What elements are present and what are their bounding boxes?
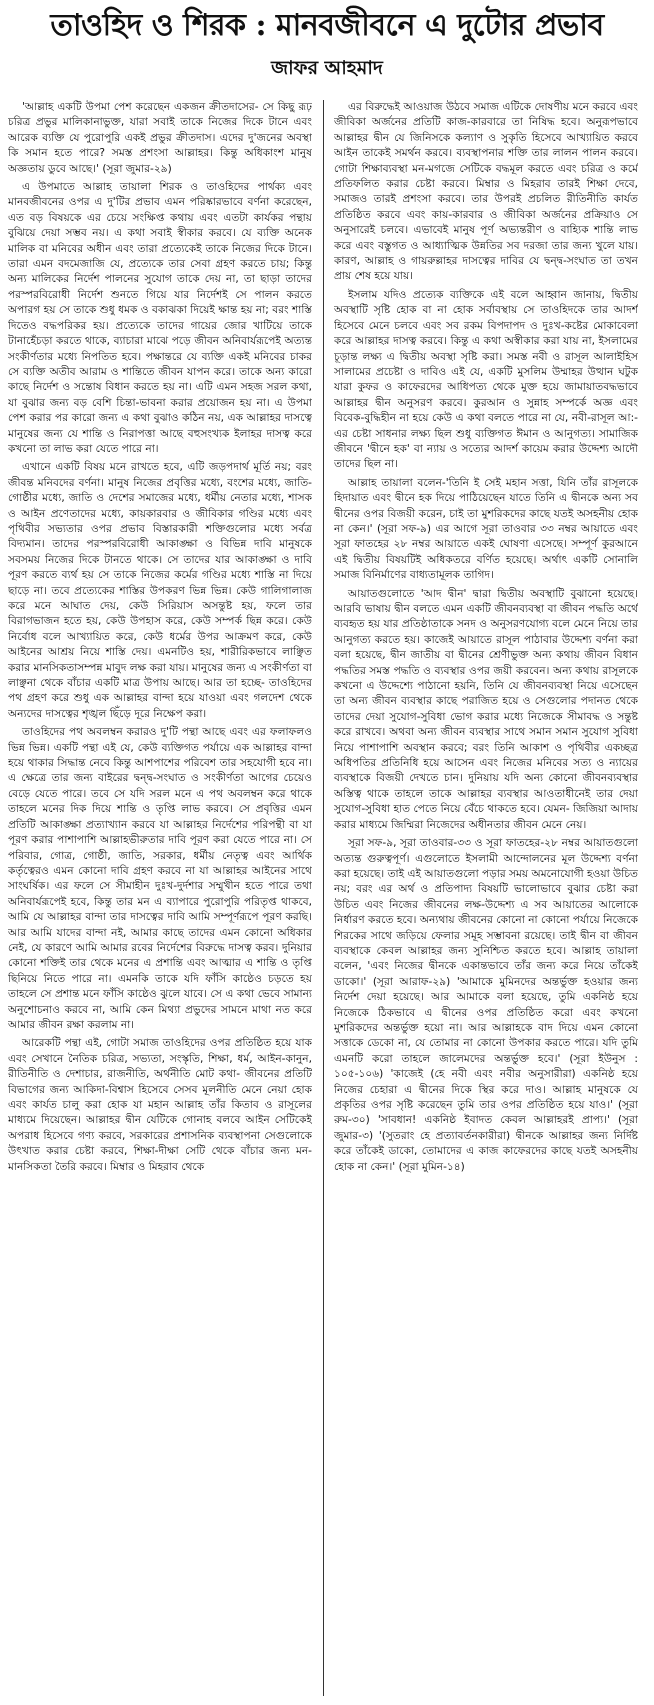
article-author: জাফর আহমাদ [271,57,383,79]
paragraph: সূরা সফ-৯, সূরা তাওবার-৩৩ ও সূরা ফাতহের-২৮ নম্বর আয়াতগুলো অত্যন্ত গুরুত্বপূর্ণ। এগুলোতে ইসলামী আন্দোলনের মূল উদ্দেশ্য বর্ণনা করা হয়েছে। তাই এই আয়াতগুলো পড়ার সময় অমনোযোগী হওয়া উচিত নয়; বরং এর অর্থ ও প্রতিপাদ্য বিষয়টি ভালোভাবে বুঝার চেষ্টা করা উচিত এবং নিজের জীবনের লক্ষ-উদ্দেশ্য এ সব আয়াতের আলোকে নির্ধারণ করতে হবে। অন্যথায় জীবনের কোনো না কোনো পর্যায়ে নিজেকে শিরকের সাথে জড়িয়ে ফেলার সমূহ সম্ভাবনা রয়েছে। তাই দ্বীন বা জীবন ব্যবস্থাকে কেবল আল্লাহর জন্য সুনিশ্চিত করতে হবে। আল্লাহ তায়ালা বলেন, 'এবং নিজের দ্বীনকে একান্তভাবে তাঁর জন্য করে নিয়ে তাঁকেই ডাকো।' (সূরা আরাফ-২৯) 'আমাকে মুমিনদের অন্তর্ভুক্ত হওয়ার জন্য নির্দেশ দেয়া হয়েছে। আর আমাকে বলা হয়েছে, তুমি একনিষ্ঠ হয়ে নিজেকে ঠিকভাবে এ দ্বীনের ওপর প্রতিষ্ঠিত করো এবং কখনো মুশরিকদের অন্তর্ভুক্ত হয়ো না। আর আল্লাহকে বাদ দিয়ে এমন কোনো সত্তাকে ডেকো না, যে তোমার না কোনো উপকার করতে পারে। যদি তুমি এমনটি করো তাহলে জালেমদের অন্তর্ভুক্ত হবে।' (সূরা ইউনুস : ১০৫-১০৬) 'কাজেই (হে নবী এবং নবীর অনুসারীরা) একনিষ্ঠ হয়ে নিজের চেহারা এ দ্বীনের দিকে স্থির করে দাও। আল্লাহ মানুষকে যে প্রকৃতির ওপর সৃষ্টি করেছেন তুমি তার ওপর প্রতিষ্ঠিত হয়ে যাও।' (সূরা রুম-৩০) 'সাবধান! একনিষ্ঠ ইবাদত কেবল আল্লাহরই প্রাপ্য।' (সূরা জুমার-৩) '(সুতরাং হে প্রত্যাবর্তনকারীরা) দ্বীনকে আল্লাহর জন্য নির্দিষ্ট করে তাঁকেই ডাকো, তোমাদের এ কাজ কাফেরদের কাছে যতই অসহনীয় হোক না কেন।' (সূরা মুমিন-১৪) [334,837,638,1173]
paragraph: তাওহিদের পথ অবলম্বন করারও দু'টি পন্থা আছে এবং এর ফলাফলও ভিন্ন ভিন্ন। একটি পন্থা এই যে, কেউ ব্যক্তিগত পর্যায়ে এক আল্লাহর বান্দা হয়ে থাকার সিদ্ধান্ত নেবে কিন্তু আশপাশের পরিবেশ তার সহযোগী হবে না। এ ক্ষেত্রে তার জন্য বাইরের দ্বন্দ্ব-সংঘাত ও সংকীর্ণতা আগের চেয়েও বেড়ে যেতে পারে। তবে সে যদি সরল মনে এ পথ অবলম্বন করে থাকে তাহলে মনের দিক দিয়ে শান্তি ও তৃপ্তি লাভ করবে। সে প্রবৃত্তির এমন প্রতিটি আকাঙ্ক্ষা প্রত্যাখ্যান করবে যা আল্লাহর নির্দেশের পরিপন্থী বা যা পূরণ করার পাশাপাশি আল্লাহভীরুতার দাবি পূরণ করা যেতে পারে না। সে পরিবার, গোত্র, গোষ্ঠী, জাতি, সরকার, ধর্মীয় নেতৃত্ব এবং আর্থিক কর্তৃত্বেরও এমন কোনো দাবি গ্রহণ করবে না যা আল্লাহর আইনের সাথে সাংঘর্ষিক। এর ফলে সে সীমাহীন দুঃখ-দুর্দশার সম্মুখীন হতে পারে তথা অনিবার্যরূপেই হবে, কিন্তু তার মন এ ব্যাপারে পুরোপুরি পরিতৃপ্ত থাকবে, আমি যে আল্লাহর বান্দা তার দাসত্বের দাবি আমি সম্পূর্ণরূপে পূরণ করছি। আর আমি যাদের বান্দা নই, আমার কাছে তাদের এমন কোনো অধিকার নেই, যে কারণে আমি আমার রবের নির্দেশের বিরুদ্ধে দাসত্ব করব। দুনিয়ার কোনো শক্তিই তার থেকে মনের এ প্রশান্তি এবং আত্মার এ শান্তি ও তৃপ্তি ছিনিয়ে নিতে পারে না। এমনকি তাকে যদি ফাঁসি কাষ্ঠেও চড়তে হয় তাহলে সে প্রশান্ত মনে ফাঁসি কাষ্ঠেও ঝুলে যাবে। সে এ কথা ভেবে সামান্য অনুশোচনাও করবে না, আমি কেন মিথ্যা প্রভুদের সামনে মাথা নত করে আমার জীবন রক্ষা করলাম না। [8,726,312,1031]
paragraph: এর বিরুদ্ধেই আওয়াজ উঠবে সমাজ এটিকে দোষণীয় মনে করবে এবং জীবিকা অর্জনের প্রতিটি কাজ-কারবারে তা নিষিদ্ধ হবে। অনুরূপভাবে আল্লাহর দ্বীন যে জিনিসকে কল্যাণ ও সুকৃতি হিসেবে আখ্যায়িত করবে আইন তাকেই সমর্থন করবে। ব্যবস্থাপনার শক্তি তার লালন পালন করবে। গোটা শিক্ষাব্যবস্থা মন-মগজে সেটিকে বদ্ধমূল করতে এবং চরিত্র ও কর্মে প্রতিফলিত করার চেষ্টা করবে। মিম্বার ও মিহরাব তারই শিক্ষা দেবে, সমাজও তারই প্রশংসা করবে। তার উপরই প্রচলিত রীতিনীতি কার্যত প্রতিষ্ঠিত করবে এবং কায়-কারবার ও জীবিকা অর্জনের প্রক্রিয়াও সে অনুসারেই চলবে। এভাবেই মানুষ পূর্ণ অভ্যন্তরীণ ও বাহ্যিক শান্তি লাভ করে এবং বস্তুগত ও আধ্যাত্মিক উন্নতির সব দরজা তার জন্য খুলে যায়। কারণ, আল্লাহ ও গায়রুল্লাহর দাসত্বের দাবির যে দ্বন্দ্ব-সংঘাত তা তখন প্রায় শেষ হয়ে যায়। [334,101,638,283]
right-column [334,100,638,1700]
paragraph: এ উপমাতে আল্লাহ তায়ালা শিরক ও তাওহিদের পার্থক্য এবং মানবজীবনের ওপর এ দু'টির প্রভাব এমন পরিষ্কারভাবে বর্ণনা করেছেন, এত বড় বিষয়কে এর চেয়ে সংক্ষিপ্ত কথায় এবং এতটা কার্যকর পন্থায় বুঝিয়ে দেয়া সম্ভব নয়। এ কথা সবাই স্বীকার করবে। যে ব্যক্তি অনেক মালিক বা মনিবের অধীন এবং তারা প্রত্যেকেই তাকে নিজের দিকে টানে। তারা এমন বদমেজাজি যে, প্রত্যেকে তার সেবা গ্রহণ করতে চায়; কিন্তু অন্য মালিকের নির্দেশ পালনের সুযোগ তাকে দেয় না, তা ছাড়া তাদের পরস্পরবিরোধী নির্দেশ শুনতে গিয়ে যার নির্দেশই সে পালন করতে অপারগ হয় সে তাকে শুধু ধমক ও বকাঝকা দিয়েই ক্ষান্ত হয় না; বরং শাস্তি দিতেও বদ্ধপরিকর হয়। প্রত্যেকে তাদের গায়ের জোর খাটিয়ে তাকে টানাহেঁচড়া করতে থাকে, ব্যাচারা মাঝে পড়ে জীবন অনিবার্যরূপেই অত্যন্ত সংকীর্ণতার মধ্যে নিপতিত হবে। পক্ষান্তরে যে ব্যক্তি একই মনিবের চাকর সে ব্যক্তি অতীব আরাম ও শান্তিতে জীবন যাপন করে। তাকে অন্য কারো কাছে নির্দেশ ও সন্তোষ বিধান করতে হয় না। এটি এমন সহজ সরল কথা, যা বুঝার জন্য বড় বেশি চিন্তা-ভাবনা করার প্রয়োজন হয় না। এ উপমা পেশ করার পর কারো জন্য এ কথা বুঝাও কঠিন নয়, এক আল্লাহর দাসত্বে মানুষের জন্য যে শান্তি ও নিরাপত্তা আছে বহুসংখ্যক ইলাহর দাসত্ব করে কখনো তা লাভ করা যেতে পারে না। [8,181,312,455]
paragraph: ইসলাম যদিও প্রত্যেক ব্যক্তিকে এই বলে আহ্বান জানায়, দ্বিতীয় অবস্থাটি সৃষ্টি হোক বা না হোক সর্বাবস্থায় সে তাওহিদকে তার আদর্শ হিসেবে মেনে চলবে এবং সব রকম বিপদাপদ ও দুঃখ-কষ্টের মোকাবেলা করে আল্লাহর দাসত্ব করবে। কিন্তু এ কথা অস্বীকার করা যায় না, ইসলামের চূড়ান্ত লক্ষ্য এ দ্বিতীয় অবস্থা সৃষ্টি করা। সমস্ত নবী ও রাসূল আলাইহিস সালামের প্রচেষ্টা ও দাবিও এই যে, একটি মুসলিম উম্মাহর উত্থান ঘটুক যারা কুফর ও কাফেরদের আধিপত্য থেকে মুক্ত হয়ে জামায়াতবদ্ধভাবে আল্লাহর দ্বীন অনুসরণ করবে। কুরআন ও সুন্নাহ সম্পর্কে অজ্ঞ এবং বিবেক-বুদ্ধিহীন না হয়ে কেউ এ কথা বলতে পারে না যে, নবী-রাসূল আ:-এর চেষ্টা সাধনার লক্ষ্য ছিল শুধু ব্যক্তিগত ঈমান ও আনুগত্য। সামাজিক জীবনে 'দ্বীনে হক' বা ন্যায় ও সত্যের আদর্শ কায়েম করার উদ্দেশ্য আদৌ তাদের ছিল না। [334,288,638,471]
paragraph: আল্লাহ তায়ালা বলেন-'তিনি ই সেই মহান সত্তা, যিনি তাঁর রাসূলকে হিদায়াত এবং দ্বীনে হক দিয়ে পাঠিয়েছেন যাতে তিনি এ দ্বীনকে অন্য সব দ্বীনের ওপর বিজয়ী করেন, চাই তা মুশরিকদের কাছে যতই অসহনীয় হোক না কেন।' (সূরা সফ-৯) এর আগে সূরা তাওবার ৩৩ নম্বর আয়াতে এবং সূরা ফাতহের ২৮ নম্বর আয়াতে একই ঘোষণা এসেছে। সম্পূর্ণ কুরআনে এই দ্বিতীয় বিষয়টিই অধিকতরে বর্ণিত হয়েছে। অর্থাৎ একটি সোনালি সমাজ বিনির্মাণের বাধ্যতামূলক তাগিদ। [334,476,638,582]
left-column [8,100,312,1700]
paragraph: আয়াতগুলোতে 'আদ দ্বীন' দ্বারা দ্বিতীয় অবস্থাটি বুঝানো হয়েছে। আরবি ভাষায় দ্বীন বলতে এমন একটি জীবনব্যবস্থা বা জীবন পদ্ধতি অর্থে ব্যবহৃত হয় যার প্রতিষ্ঠাতাকে সনদ ও অনুসরণযোগ্য বলে মেনে নিয়ে তার আনুগত্য করতে হয়। কাজেই আয়াতে রাসূল পাঠাবার উদ্দেশ্য বর্ণনা করা বলা হয়েছে, দ্বীন জাতীয় বা দ্বীনের শ্রেণীভুক্ত অন্য কথায় জীবন বিধান পদ্ধতির সমস্ত পদ্ধতি ও ব্যবস্থার ওপর জয়ী করবেন। অন্য কথায় রাসূলকে কখনো এ উদ্দেশ্যে পাঠানো হয়নি, তিনি যে জীবনব্যবস্থা নিয়ে এসেছেন তা অন্য জীবন ব্যবস্থার কাছে পরাজিত হয়ে ও সেগুলোর পদানত থেকে তাদের দেয়া সুযোগ-সুবিধা ভোগ করার মধ্যে নিজেকে সীমাবদ্ধ ও সন্তুষ্ট করে রাখবে। অথবা অন্য জীবন ব্যবস্থার সাথে সমান সমান সুযোগ সুবিধা নিয়ে পাশাপাশি অবস্থান করবে; বরং তিনি আকাশ ও পৃথিবীর একচ্ছত্র অধিপতির প্রতিনিধি হয়ে আসেন এবং নিজের মনিবের সত্য ও ন্যায়ের ব্যবস্থাকে বিজয়ী দেখতে চান। দুনিয়ায় যদি অন্য কোনো জীবনব্যবস্থার অস্তিত্ব থাকে তাহলে তাকে আল্লাহর ব্যবস্থার আওতাধীনেই তার দেয়া সুযোগ-সুবিধা হাত পেতে নিয়ে বেঁচে থাকতে হবে। যেমন- জিজিয়া আদায় করার মাধ্যমে জিম্মিরা নিজেদের অধীনতার জীবন মেনে নেয়। [334,587,638,831]
paragraph: আরেকটি পন্থা এই, গোটা সমাজ তাওহিদের ওপর প্রতিষ্ঠিত হয়ে যাক এবং সেখানে নৈতিক চরিত্র, সভ্যতা, সংস্কৃতি, শিক্ষা, ধর্ম, আইন-কানুন, রীতিনীতি ও দেশাচার, রাজনীতি, অর্থনীতি মোট কথা- জীবনের প্রতিটি বিভাগের জন্য আকিদা-বিশ্বাস হিসেবে সেসব মূলনীতি মেনে নেয়া হোক এবং কার্যত চালু করা হোক যা মহান আল্লাহ তাঁর কিতাব ও রাসূলের মাধ্যমে দিয়েছেন। আল্লাহর দ্বীন যেটিকে গোনাহ বলবে আইন সেটিকেই অপরাধ হিসেবে গণ্য করবে, সরকারের প্রশাসনিক ব্যবস্থাপনা সেগুলোকে উৎখাত করার চেষ্টা করবে, শিক্ষা-দীক্ষা সেটি থেকে বাঁচার জন্য মন-মানসিকতা তৈরি করবে। মিম্বার ও মিহরাব থেকে [8,1037,312,1173]
article-title: তাওহিদ ও শিরক : মানবজীবনে এ দুটোর প্রভাব [50,8,604,43]
column-divider [323,100,324,1696]
paragraph: এখানে একটি বিষয় মনে রাখতে হবে, এটি জড়পদার্থ মূর্তি নয়; বরং জীবন্ত মনিবদের বর্ণনা। মানুষ নিজের প্রবৃত্তির মধ্যে, বংশের মধ্যে, জাতি-গোষ্ঠীর মধ্যে, জাতি ও দেশের সমাজের মধ্যে, ধর্মীয় নেতার মধ্যে, শাসক ও আইন প্রণেতাদের মধ্যে, কায়কারবার ও জীবিকার গণ্ডির মধ্যে এবং পৃথিবীর সভ্যতার ওপর প্রভাব বিস্তারকারী শক্তিগুলোর মধ্যে সর্বত্র বিদ্যমান। তাদের পরস্পরবিরোধী আকাঙ্ক্ষা ও বিভিন্ন দাবি মানুষকে সবসময় নিজের দিকে টানতে থাকে। সে তাদের যার আকাঙ্ক্ষা ও দাবি পূরণ করতে ব্যর্থ হয় সে তাকে নিজের কর্মের গণ্ডির মধ্যে শাস্তি না দিয়ে ছাড়ে না। তবে প্রত্যেকের শাস্তির উপকরণ ভিন্ন ভিন্ন। কেউ গালিগালাজ করে মনে আঘাত দেয়, কেউ সিরিয়াস অসন্তুষ্ট হয়, ফলে তার বিরাগভাজন হতে হয়, কেউ উপহাস করে, কেউ সম্পর্ক ছিন্ন করে। কেউ নির্বোধ বলে আখ্যায়িত করে, কেউ ধর্মের উপর আক্রমণ করে, কেউ আইনের আশ্রয় নিয়ে শাস্তি দেয়। এমনটিও হয়, শারীরিকভাবে লাঞ্ছিত করার মানসিকতাসম্পন্ন মাবুদ লক্ষ করা যায়। মানুষের জন্য এ সংকীর্ণতা বা লাঞ্ছনা থেকে বাঁচার একটি মাত্র উপায় আছে। আর তা হচ্ছে- তাওহিদের পথ গ্রহণ করে শুধু এক আল্লাহর বান্দা হয়ে যাওয়া এবং গলদেশ থেকে অন্যদের দাসত্বের শৃঙ্খল ছিঁড়ে দূরে নিক্ষেপ করা। [8,461,312,720]
paragraph: 'আল্লাহ একটি উপমা পেশ করেছেন একজন ক্রীতদাসের- সে কিছু রূঢ় চরিত্র প্রভুর মালিকানাভুক্ত, যারা সবাই তাকে নিজের দিকে টানে এবং আরেক ব্যক্তি যে পুরোপুরি একই প্রভুর ক্রীতদাস। এদের দু'জনের অবস্থা কি সমান হতে পারে? সমস্ত প্রশংসা আল্লাহর। কিন্তু অধিকাংশ মানুষ অজ্ঞতায় ডুবে আছে।' (সূরা জুমার-২৯) [8,101,312,175]
